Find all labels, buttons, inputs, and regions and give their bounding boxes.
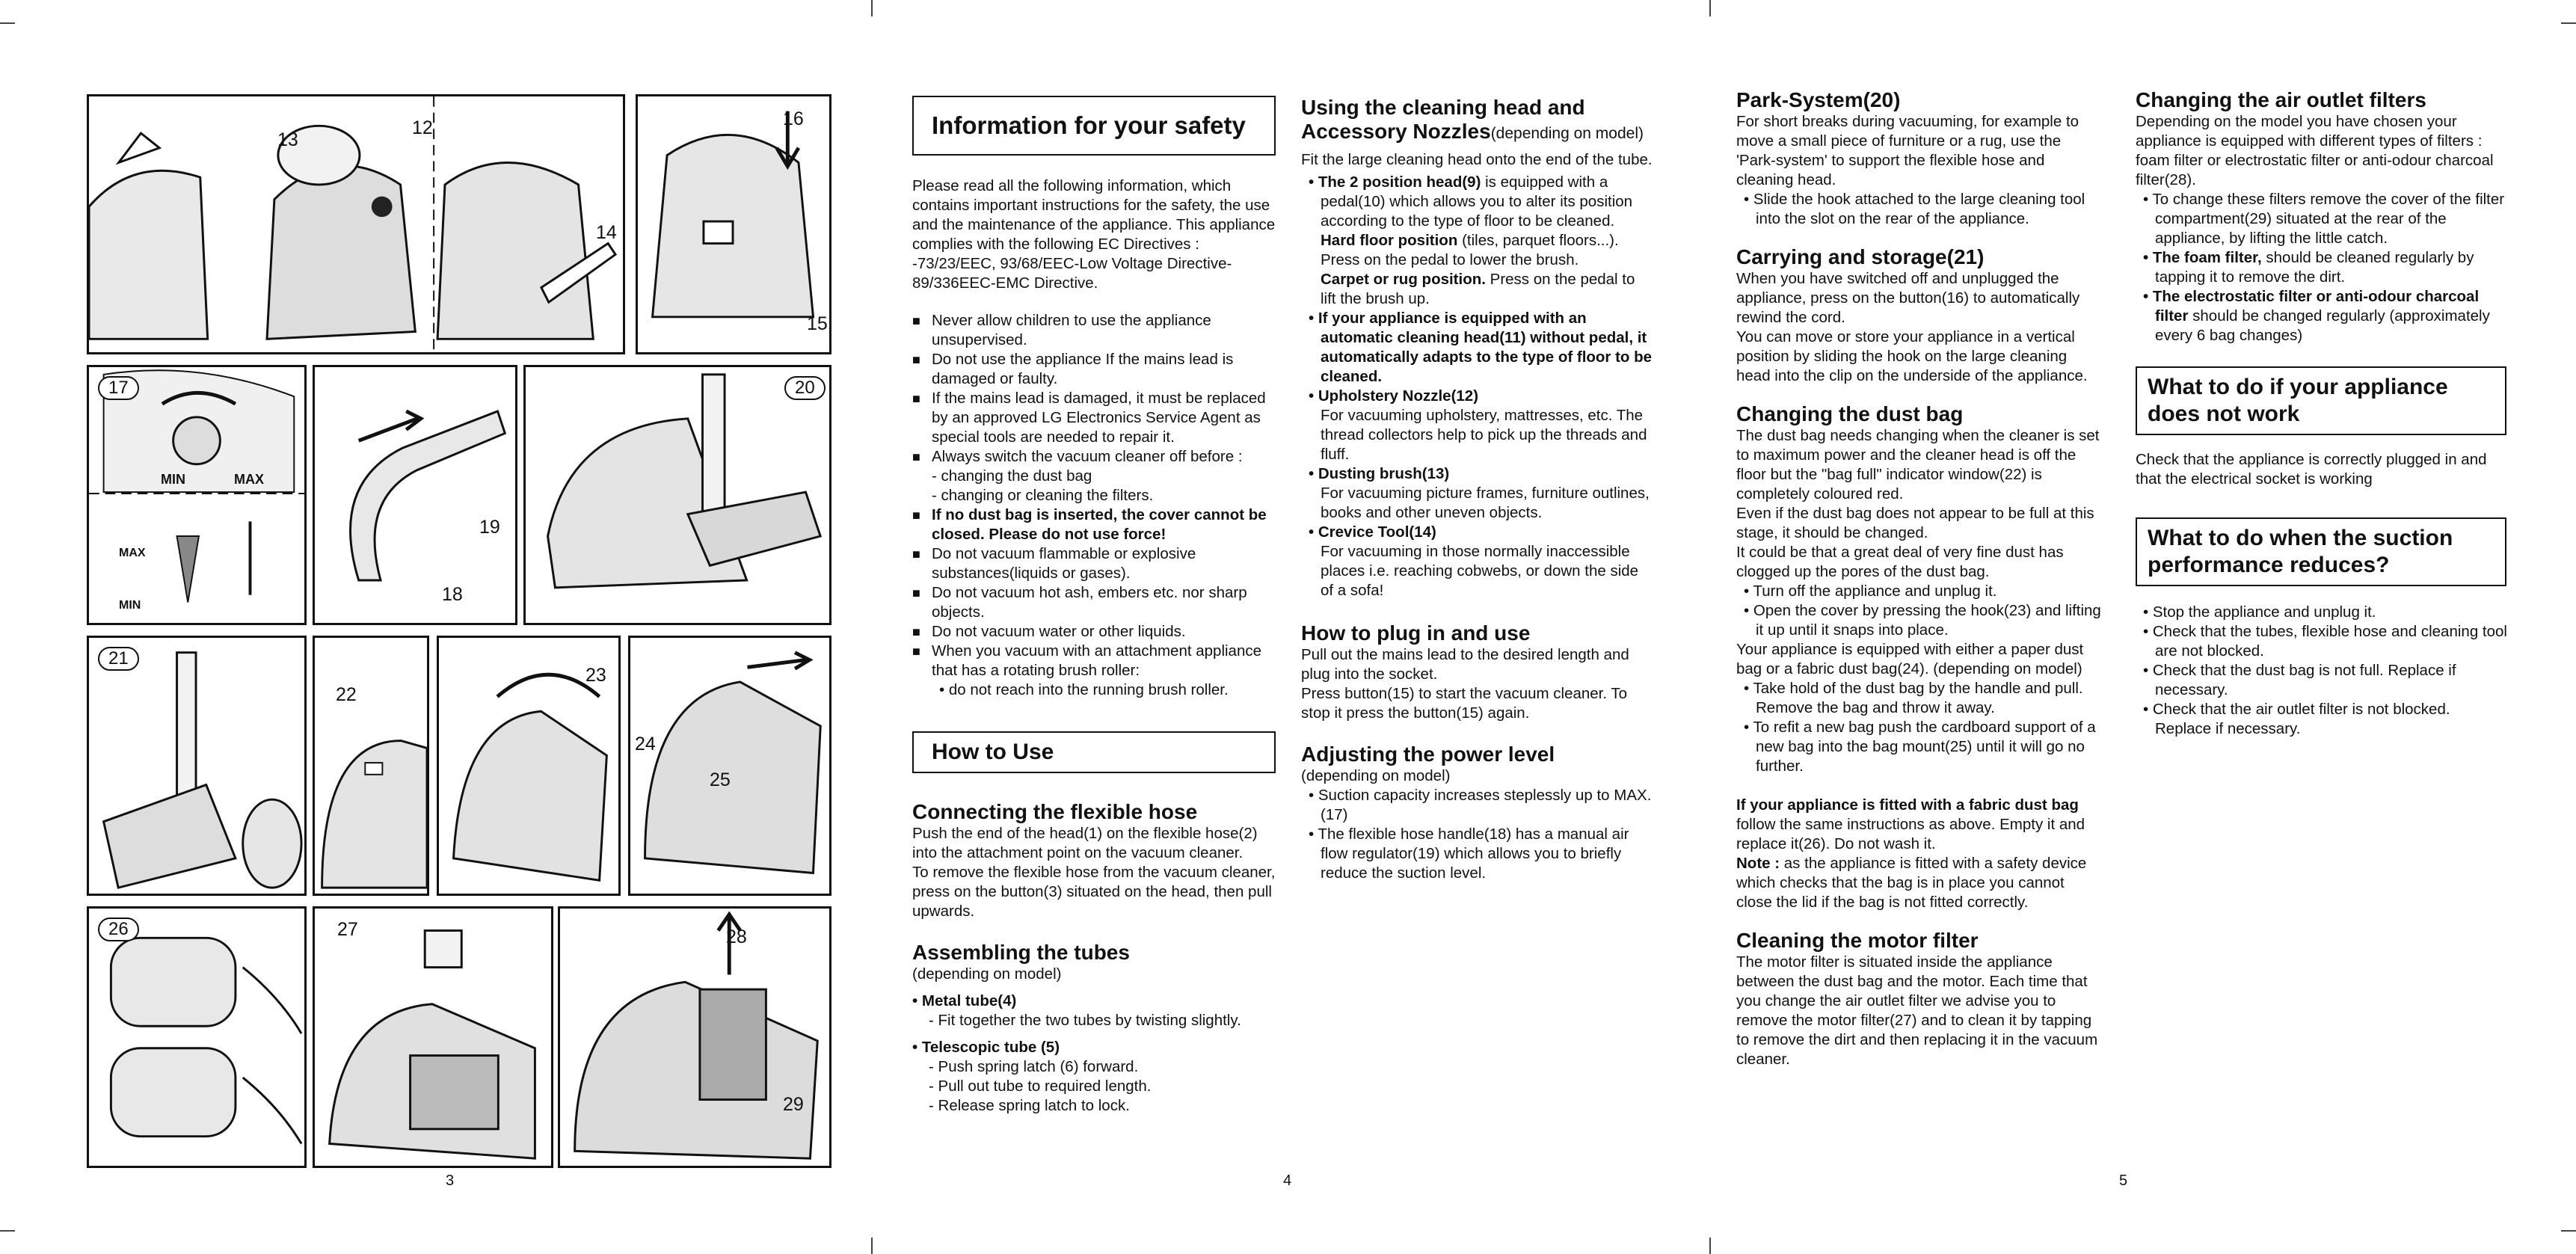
electrostatic-filter-label: • The electrostatic filter or anti-odour charcoal filter: [2143, 288, 2480, 325]
auto-head-text: • If your appliance is equipped with an automatic cleaning head(11) without pedal, it automatically adapts to the type of floor to be cleaned.: [1309, 310, 1653, 385]
safety-item: ■ When you vacuum with an attachment appliance that has a rotating brush roller:: [912, 642, 1276, 680]
safety-sub-item: • do not reach into the running brush roller.: [939, 681, 1229, 698]
safety-item: ■ Always switch the vacuum cleaner off before :: [912, 447, 1276, 467]
callout-15: 15: [807, 313, 828, 334]
slider-min-label: MIN: [119, 599, 141, 612]
position-head-text: is equipped with a pedal(10) which allows you to alter its position according to the type of floor to be cleaned.: [1321, 173, 1633, 230]
page-number-5: 5: [2119, 1172, 2128, 1189]
dust-bag-text: The dust bag needs changing when the cleaner is set to maximum power and the cleaner head is off the floor but the "bag full" indicator window(22) is completely coloured red.: [1736, 427, 2100, 502]
safety-item: ■ Do not vacuum flammable or explosive substances(liquids or gases).: [912, 544, 1276, 583]
hard-floor-text: [1301, 231, 1654, 270]
safety-column: [912, 96, 1276, 1116]
suction-heading: What to do when the suction performance reduces?: [2148, 526, 2453, 577]
callout-16: 16: [783, 108, 804, 129]
dust-bag-text: It could be that a great deal of very fine dust has clogged up the pores of the dust bag.: [1736, 544, 2064, 580]
slider-max-label: MAX: [119, 547, 146, 559]
note-label: Note :: [1736, 855, 1780, 872]
power-item: • The flexible hose handle(18) has a manual air flow regulator(19) which allows you to briefly reduce the suction level.: [1309, 826, 1629, 882]
metal-tube-label: • Metal tube(4): [912, 992, 1017, 1009]
crop-mark: [0, 1230, 15, 1232]
note-desc: as the appliance is fitted with a safety device which checks that the bag is in place you cannot close the lid if the bag is not fitted correctly.: [1736, 855, 2087, 911]
carrying-text: You can move or store your appliance in a vertical position by sliding the hook on the large cleaning head into the clip on the underside of the appliance.: [1736, 328, 2088, 384]
safety-sub-item: - changing or cleaning the filters.: [932, 487, 1154, 504]
figure-number-17: 17: [98, 376, 139, 400]
upholstery-text: For vacuuming upholstery, mattresses, etc. The thread collectors help to pick up the threads and fluff.: [1321, 407, 1647, 463]
power-subtitle: (depending on model): [1301, 767, 1451, 784]
air-filter-item: [2136, 287, 2508, 345]
safety-item: ■ Never allow children to use the appliance unsupervised.: [912, 311, 1276, 350]
crop-mark: [1709, 1238, 1711, 1254]
air-filter-text: Depending on the model you have chosen your appliance is equipped with different types of filters : foam filter or electrostatic filter or anti-odour charcoal filter(28).: [2136, 113, 2494, 188]
fabric-bag-illustration: [89, 909, 304, 1166]
suction-heading-box: [2136, 517, 2506, 586]
cleaning-head-title: Using the cleaning head and Accessory Nozzles: [1301, 96, 1585, 143]
plug-heading: How to plug in and use: [1301, 621, 1531, 645]
position-head-item: [1301, 173, 1654, 231]
how-to-use-heading-box: [912, 731, 1276, 773]
crop-mark: [2561, 1230, 2576, 1232]
foam-filter-text: should be cleaned regularly by tapping it to remove the dirt.: [2155, 249, 2474, 286]
metal-tube-text: - Fit together the two tubes by twisting slightly.: [929, 1012, 1241, 1029]
safety-sub-item: - changing the dust bag: [932, 467, 1092, 485]
dust-bag-step: • Open the cover by pressing the hook(23) and lifting it up until it snaps into place.: [1744, 602, 2101, 639]
park-system-illustration: [526, 367, 829, 623]
figure-panel-cord-button: [636, 94, 831, 354]
safety-heading-box: [912, 96, 1276, 156]
callout-23: 23: [585, 665, 606, 686]
storage-illustration: [89, 638, 304, 894]
callout-25: 25: [710, 769, 731, 790]
page-number-3: 3: [446, 1172, 455, 1189]
maintenance-column: [1736, 88, 2104, 1069]
dust-bag-step: • Turn off the appliance and unplug it.: [1744, 583, 1997, 600]
foam-filter-label: • The foam filter,: [2143, 249, 2262, 266]
not-work-heading-box: [2136, 366, 2506, 435]
crop-mark: [1709, 0, 1711, 16]
motor-filter-text: The motor filter is situated inside the appliance between the dust bag and the motor. Each time that you change the air outlet filter we advise you to remove the motor filter(27) and to clean it by tapping to remove the dirt and then replacing it in the vacuum cleaner.: [1736, 953, 2098, 1068]
safety-intro: Please read all the following information, which contains important instructions for the safety, the use and the maintenance of the appliance. This appliance complies with the following EC Directives : -73/23/EEC, 93/68/EEC-Low Voltage Directive-89/336EEC-EMC Directive.: [912, 177, 1276, 292]
suction-item: • Check that the tubes, flexible hose and cleaning tool are not blocked.: [2143, 623, 2507, 660]
fabric-bag-text: [1736, 796, 2104, 854]
crop-mark: [0, 22, 15, 24]
carpet-text: [1301, 270, 1654, 309]
how-to-use-heading: How to Use: [932, 740, 1054, 764]
crop-mark: [871, 1238, 873, 1254]
crevice-tool-text: For vacuuming in those normally inaccessible places i.e. reaching cobwebs, or down the side of a sofa!: [1321, 543, 1639, 599]
callout-14: 14: [596, 222, 617, 243]
motor-filter-heading: Cleaning the motor filter: [1736, 929, 1979, 952]
park-system-item: • Slide the hook attached to the large cleaning tool into the slot on the rear of the appliance.: [1744, 191, 2085, 227]
safety-warning: ■ If no dust bag is inserted, the cover cannot be closed. Please do not use force!: [912, 505, 1276, 544]
dust-bag-illustration: [630, 638, 829, 894]
park-system-text: For short breaks during vacuuming, for example to move a small piece of furniture or a rug, use the 'Park-system' to support the flexible hose and cleaning head.: [1736, 113, 2079, 188]
callout-24: 24: [635, 734, 656, 754]
crop-mark: [2561, 22, 2576, 24]
dust-bag-text: Your appliance is equipped with either a paper dust bag or a fabric dust bag(24). (depending on model): [1736, 641, 2084, 677]
dust-bag-step: • To refit a new bag push the cardboard support of a new bag into the bag mount(25) until it will go no further.: [1744, 719, 2096, 775]
air-filter-item: • To change these filters remove the cover of the filter compartment(29) situated at the rear of the appliance, by lifting the little catch.: [2143, 191, 2505, 247]
callout-27: 27: [337, 919, 358, 940]
dust-bag-step: • Take hold of the dust bag by the handle and pull. Remove the bag and throw it away.: [1744, 680, 2083, 716]
hose-regulator-illustration: [315, 367, 515, 623]
callout-28: 28: [726, 926, 747, 947]
figure-panel-motor-filter: [313, 906, 553, 1168]
dusting-brush-label: • Dusting brush(13): [1309, 465, 1450, 482]
position-head-label: • The 2 position head(9): [1309, 173, 1481, 191]
crevice-tool-label: • Crevice Tool(14): [1309, 523, 1436, 541]
callout-18: 18: [442, 584, 463, 605]
fabric-bag-desc: follow the same instructions as above. Empty it and replace it(26). Do not wash it.: [1736, 816, 2085, 852]
figure-number-21: 21: [98, 647, 139, 671]
figure-panel-outlet-filter: [558, 906, 831, 1168]
upholstery-label: • Upholstery Nozzle(12): [1309, 387, 1479, 405]
cleaning-head-subtitle: (depending on model): [1490, 125, 1644, 142]
safety-item: ■ Do not vacuum water or other liquids.: [912, 622, 1276, 642]
safety-item: ■ Do not use the appliance If the mains lead is damaged or faulty.: [912, 350, 1276, 389]
cleaning-head-column: [1301, 96, 1654, 883]
figure-panel-dust-bag: [628, 636, 831, 896]
cleaning-head-heading: [1301, 96, 1654, 146]
page-number-4: 4: [1283, 1172, 1292, 1189]
vacuum-nozzles-illustration: [89, 96, 623, 352]
figure-panel-fabric-bag: [87, 906, 307, 1168]
carrying-text: When you have switched off and unplugged the appliance, press on the button(16) to automatically rewind the cord.: [1736, 270, 2080, 326]
plug-text: Pull out the mains lead to the desired length and plug into the socket.: [1301, 646, 1629, 683]
figure-panel-storage: [87, 636, 307, 896]
cleaning-head-intro: Fit the large cleaning head onto the end of the tube.: [1301, 151, 1653, 168]
bag-indicator-illustration: [315, 638, 427, 894]
not-work-text: Check that the appliance is correctly plugged in and that the electrical socket is working: [2136, 451, 2487, 488]
power-dial-illustration: [89, 367, 304, 623]
hard-floor-desc: (tiles, parquet floors...). Press on the pedal to lower the brush.: [1321, 232, 1619, 268]
air-filter-heading: Changing the air outlet filters: [2136, 88, 2426, 111]
hose-text: To remove the flexible hose from the vacuum cleaner, press on the button(3) situated on the head, then pull upwards.: [912, 864, 1276, 920]
fabric-bag-bold: If your appliance is fitted with a fabric dust bag: [1736, 796, 2079, 814]
note-text: [1736, 854, 2104, 912]
callout-19: 19: [479, 517, 500, 538]
callout-13: 13: [277, 129, 298, 150]
cord-rewind-illustration: [638, 96, 829, 352]
dial-max-label: MAX: [234, 472, 264, 487]
figure-panel-hose-regulator: [313, 365, 517, 625]
motor-filter-illustration: [315, 909, 551, 1166]
dial-min-label: MIN: [161, 472, 185, 487]
figure-panel-nozzles: [87, 94, 625, 354]
carpet-desc: Press on the pedal to lift the brush up.: [1321, 271, 1635, 307]
tubes-heading: Assembling the tubes: [912, 941, 1130, 964]
telescopic-step: - Push spring latch (6) forward.: [929, 1058, 1139, 1075]
figure-panel-open-cover: [437, 636, 621, 896]
hose-text: Push the end of the head(1) on the flexible hose(2) into the attachment point on the vacuum cleaner.: [912, 825, 1258, 861]
figure-number-20: 20: [784, 376, 826, 400]
park-system-heading: Park-System(20): [1736, 88, 1901, 111]
tubes-subtitle: (depending on model): [912, 965, 1062, 983]
suction-item: • Check that the air outlet filter is not blocked. Replace if necessary.: [2143, 701, 2450, 737]
suction-item: • Stop the appliance and unplug it.: [2143, 603, 2376, 621]
callout-29: 29: [783, 1094, 804, 1115]
figure-panel-park-system: [523, 365, 831, 625]
dust-bag-text: Even if the dust bag does not appear to be full at this stage, it should be changed.: [1736, 505, 2094, 541]
telescopic-tube-label: • Telescopic tube (5): [912, 1039, 1060, 1056]
hard-floor-label: Hard floor position: [1321, 232, 1458, 249]
safety-item: ■ Do not vacuum hot ash, embers etc. nor sharp objects.: [912, 583, 1276, 622]
crop-mark: [871, 0, 873, 16]
safety-item: ■ If the mains lead is damaged, it must be replaced by an approved LG Electronics Service Agent as special tools are needed to repair it.: [912, 389, 1276, 447]
dusting-brush-text: For vacuuming picture frames, furniture outlines, books and other uneven objects.: [1321, 485, 1650, 521]
figure-number-26: 26: [98, 918, 139, 941]
telescopic-step: - Pull out tube to required length.: [929, 1078, 1152, 1095]
carrying-heading: Carrying and storage(21): [1736, 245, 1985, 268]
electrostatic-filter-text: should be changed regularly (approximately every 6 bag changes): [2155, 307, 2490, 344]
figure-panel-bag-indicator: [313, 636, 429, 896]
dust-bag-heading: Changing the dust bag: [1736, 402, 1964, 425]
suction-item: • Check that the dust bag is not full. Replace if necessary.: [2143, 662, 2456, 698]
power-item: • Suction capacity increases steplessly up to MAX.(17): [1309, 787, 1652, 823]
safety-heading: Information for your safety: [932, 111, 1246, 139]
telescopic-step: - Release spring latch to lock.: [929, 1097, 1130, 1114]
carpet-label: Carpet or rug position.: [1321, 271, 1486, 288]
troubleshooting-column: [2136, 88, 2508, 739]
callout-22: 22: [336, 684, 357, 705]
outlet-filter-illustration: [560, 909, 829, 1166]
plug-text: Press button(15) to start the vacuum cleaner. To stop it press the button(15) again.: [1301, 685, 1628, 722]
power-heading: Adjusting the power level: [1301, 743, 1555, 766]
figure-panel-power-dial: [87, 365, 307, 625]
hose-heading: Connecting the flexible hose: [912, 800, 1198, 823]
callout-12: 12: [412, 117, 433, 138]
not-work-heading: What to do if your appliance does not work: [2148, 375, 2448, 426]
air-filter-item: [2136, 248, 2508, 287]
